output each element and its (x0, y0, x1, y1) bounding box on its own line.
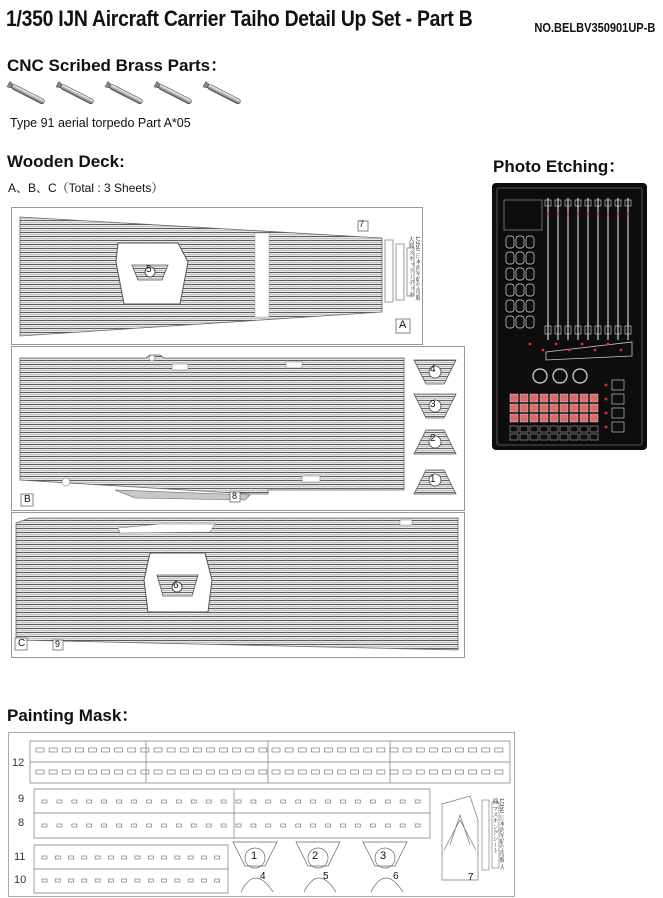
deck-b-letter: B (24, 494, 31, 505)
deck-subtitle: A、B、C（Total : 3 Sheets） (8, 181, 164, 195)
mask-round-6: 6 (393, 871, 399, 882)
deck-a-letter: A (399, 319, 407, 331)
product-code: NO.BELBV350901UP-B (534, 20, 655, 35)
page-title: 1/350 IJN Aircraft Carrier Taiho Detail Up Set - Part B (6, 6, 473, 31)
deck-b-part-bottom: 8 (232, 491, 238, 501)
mask-round-4: 4 (260, 871, 266, 882)
deck-c-part-bottom: 9 (55, 639, 61, 649)
deck-c-letter: C (18, 638, 26, 649)
deck-c-part-hole: 6 (173, 580, 179, 591)
brass-caption: Type 91 aerial torpedo Part A*05 (10, 116, 191, 130)
deck-a-part-top: 7 (359, 219, 365, 229)
deck-b-side-part-4: 4 (430, 364, 436, 375)
mask-stamp: 1/350 日本海军航空母舰 大鳳 マスキングシート (491, 798, 504, 871)
mask-round-2: 2 (312, 850, 319, 862)
deck-b-side-part-1: 1 (430, 474, 436, 485)
mask-row-12: 12 (12, 757, 25, 769)
brass-heading: CNC Scribed Brass Parts： (7, 56, 228, 75)
mask-heading: Painting Mask： (7, 706, 139, 725)
mask-round-5: 5 (323, 871, 329, 882)
deck-b-side-part-2: 2 (430, 433, 436, 444)
mask-round-3: 3 (380, 850, 387, 862)
deck-b-side-part-3: 3 (430, 399, 436, 410)
deck-a-part-hole: 5 (146, 264, 152, 275)
etching-heading: Photo Etching： (493, 157, 626, 176)
mask-row-8: 8 (18, 817, 25, 829)
mask-corner-part: 7 (468, 872, 474, 883)
mask-round-1: 1 (251, 850, 258, 862)
mask-row-9: 9 (18, 793, 25, 805)
mask-row-11: 11 (14, 851, 26, 863)
deck-heading: Wooden Deck: (7, 152, 125, 171)
mask-row-10: 10 (14, 874, 27, 886)
deck-a-stamp: 1/350 日本海军航空母舰 大鳳 スキッドーデッキ (407, 236, 420, 301)
